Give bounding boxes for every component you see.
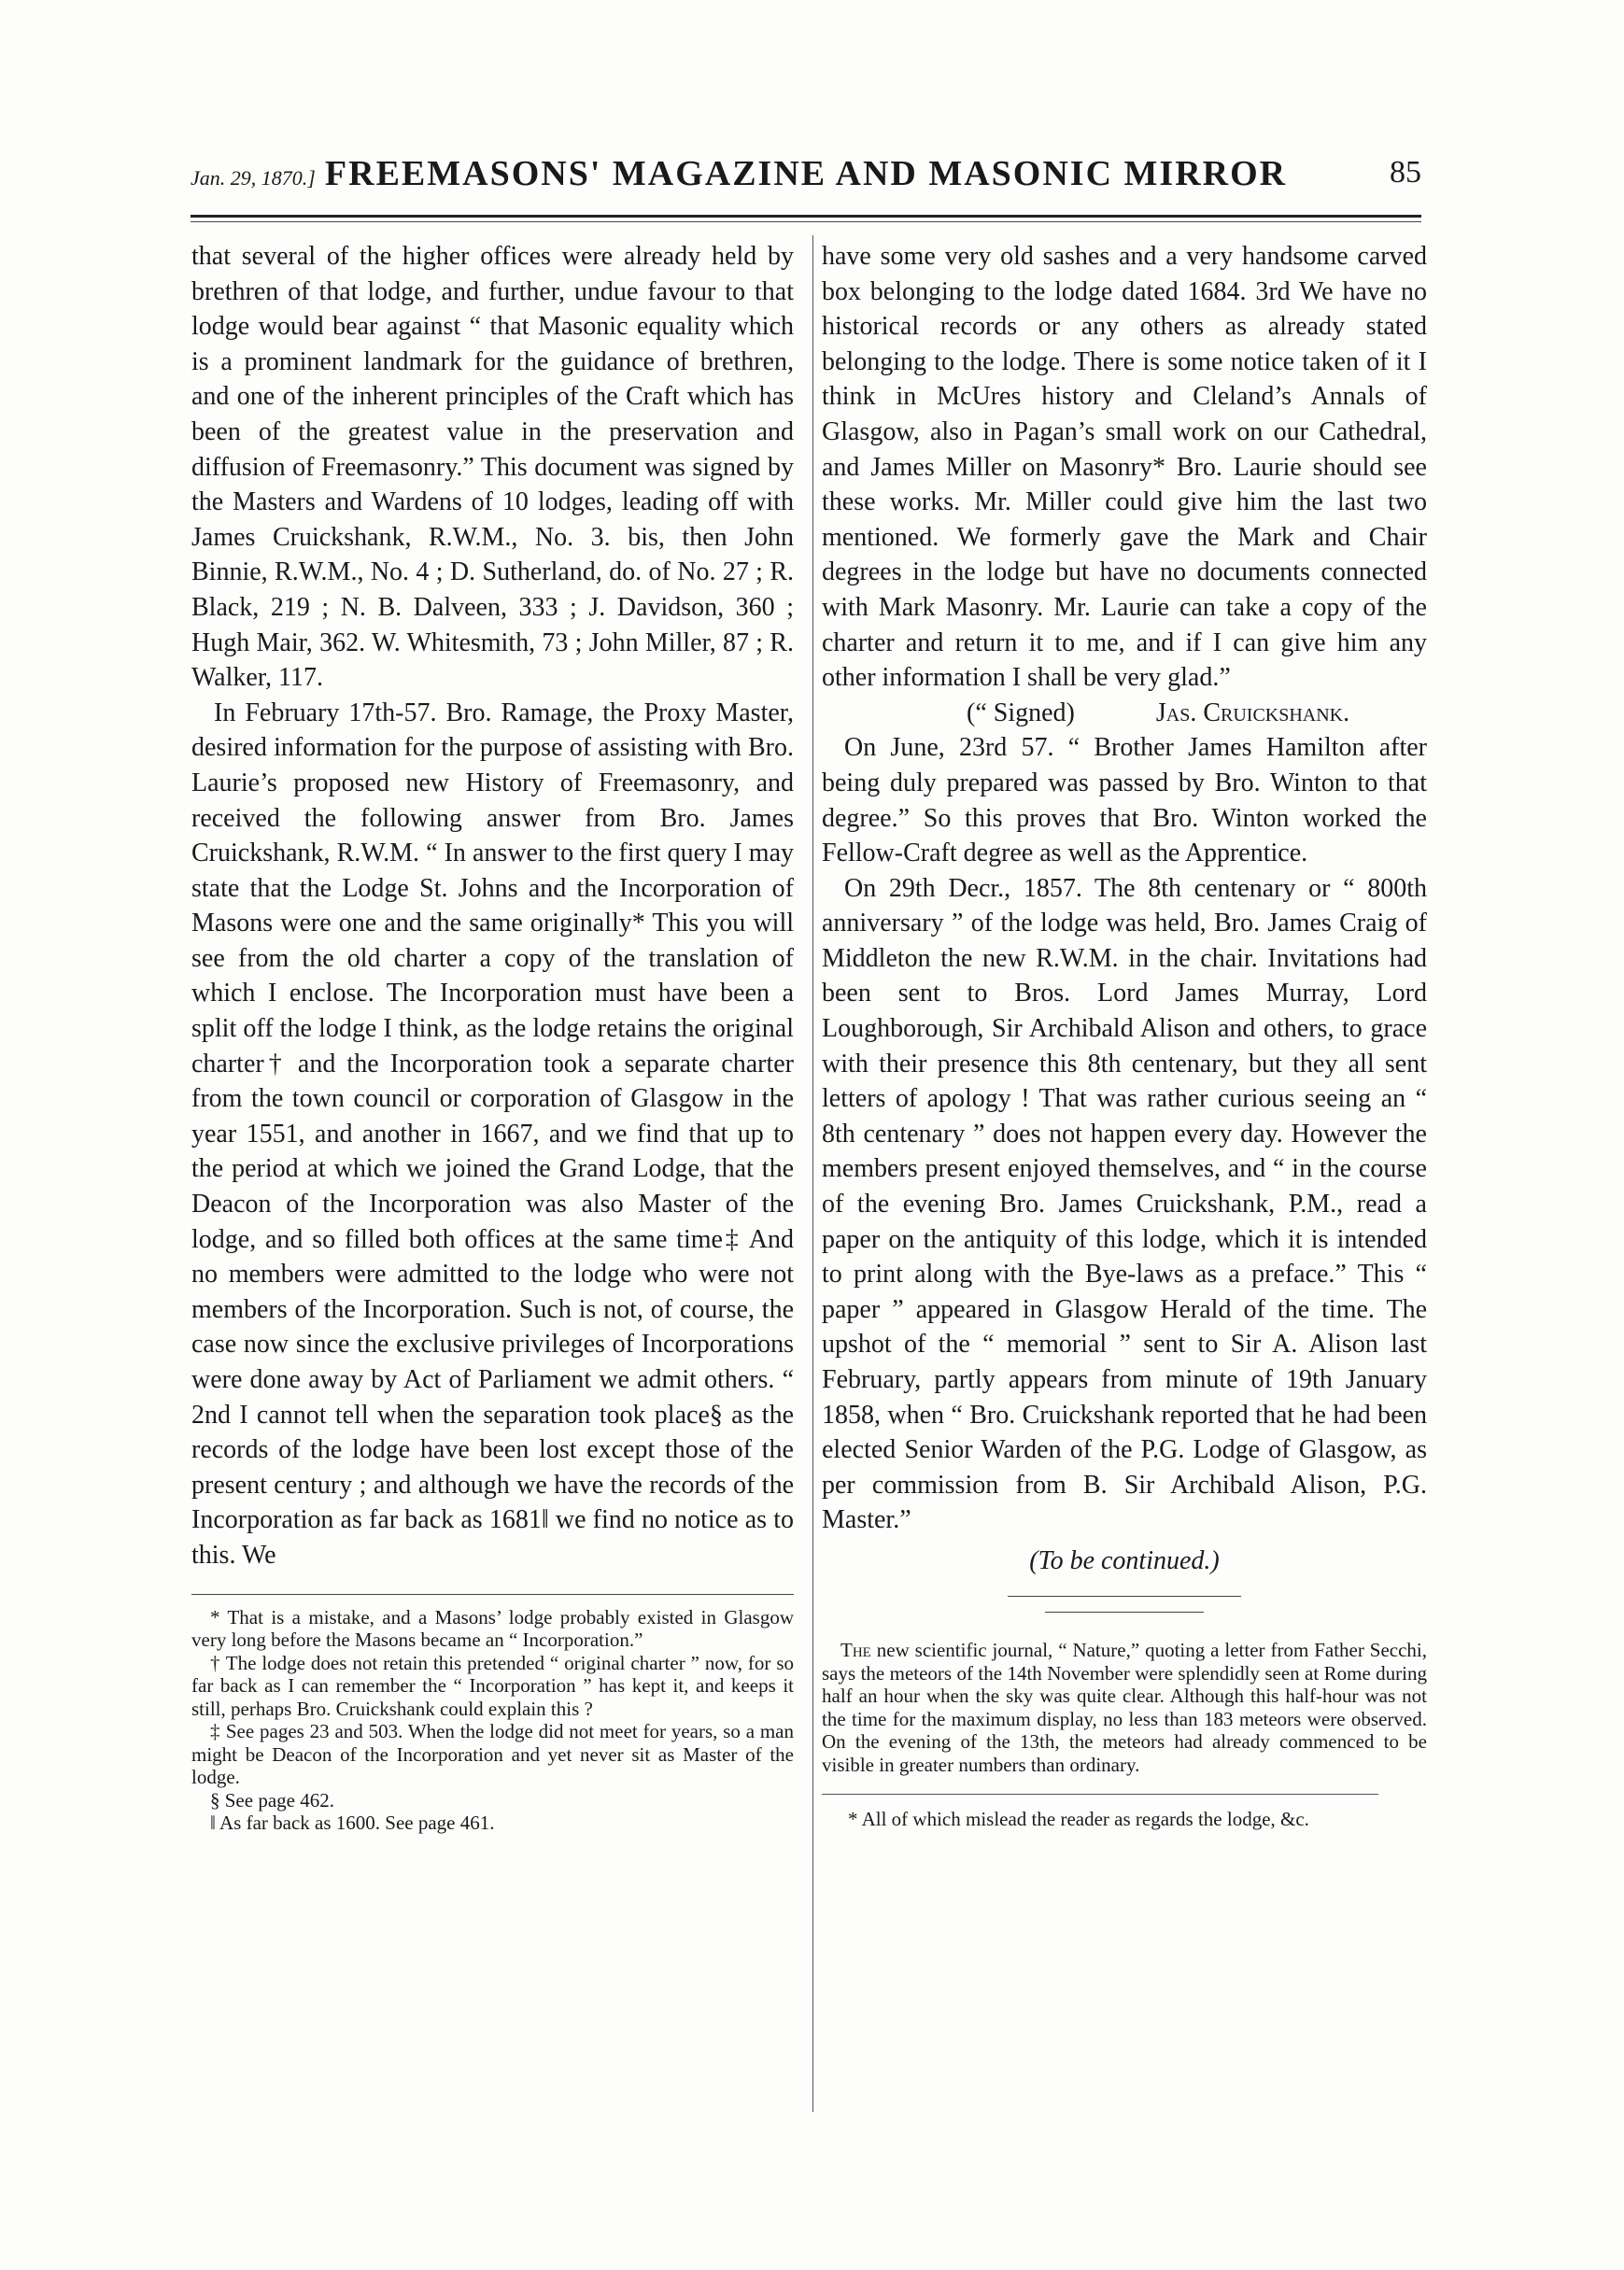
body-paragraph: have some very old sashes and a very handsome carved box belonging to the lodge dated 1684. 3rd We have no historical records or any others as already stated belonging to the lodge. There is some notice taken of it I think in McUres history and Cleland’s Annals of Glasgow, also in Pagan’s small work on our Cathedral, and James Miller on Masonry* Bro. Laurie should see these works. Mr. Miller could give him the last two mentioned. We formerly gave the Mark and Chair degrees in the lodge but have no documents connected with Mark Masonry. Mr. Laurie can take a copy of the charter and return it to me, and if I can give him any other information I shall be very glad.” [822, 242, 1427, 693]
header-rule [191, 215, 1421, 218]
footnote: * That is a mistake, and a Masons’ lodge probably existed in Glasgow very long before the Masons became an “ Incorporation.” [191, 1605, 794, 1652]
magazine-title: FREEMASONS' MAGAZINE AND MASONIC MIRROR [324, 154, 1288, 193]
footnote: ‡ See pages 23 and 503. When the lodge did not meet for years, so a man might be Deacon of the Incorporation and yet never sit as Master of the lodge. [191, 1720, 794, 1789]
footnote: † The lodge does not retain this pretended “ original charter ” now, for so far back as I can remember the “ Incorporation ” has kept it, and keeps it still, perhaps Bro. Cruickshank could explain this ? [191, 1651, 794, 1720]
body-paragraph: In February 17th-57. Bro. Ramage, the Proxy Master, desired information for the purpose of assisting with Bro. Laurie’s proposed new History of Freemasonry, and received the following answer from Bro. James Cruickshank, R.W.M. “ In answer to the first query I may state that the Lodge St. Johns and the Incorporation of Masons were one and the same originally* This you will see from the old charter a copy of the translation of which I enclose. The Incorporation must have been a split off the lodge I think, as the lodge retains the original charter† and the Incorporation took a separate charter from the town council or corporation of Glasgow in the year 1551, and another in 1667, and we find that up to the period at which we joined the Grand Lodge, that the Deacon of the Incorporation was also Master of the lodge, and so filled both offices at the same time‡ And no members were admitted to the lodge who were not members of the Incorporation. Such is not, of course, the case now since the exclusive privileges of Incorporations were done away by Act of Parliament we admit others. “ 2nd I cannot tell when the separation took place§ as the records of the lodge have been lost except those of the present century ; and although we have the records of the Incorporation as far back as 1681‖ we find no notice as to this. We [191, 698, 794, 1570]
body-paragraph: that several of the higher offices were already held by brethren of that lodge, and further, undue favour to that lodge would bear against “ that Masonic equality which is a prominent landmark for the guidance of brethren, and one of the inherent principles of the Craft which has been of the greatest value in the preservation and diffusion of Freemasonry.” This document was signed by the Masters and Wardens of 10 lodges, leading off with James Cruickshank, R.W.M., No. 3. bis, then John Binnie, R.W.M., No. 4 ; D. Sutherland, do. of No. 27 ; R. Black, 219 ; N. B. Dalveen, 333 ; J. Davidson, 360 ; Hugh Mair, 362. W. Whitesmith, 73 ; John Miller, 87 ; R. Walker, 117. [191, 242, 794, 693]
page-number: 85 [1390, 155, 1421, 190]
page-header [191, 149, 1421, 205]
section-rule [1045, 1612, 1204, 1613]
body-paragraph: On June, 23rd 57. “ Brother James Hamilton after being duly prepared was passed by Bro. Winton to that degree.” So this proves that Bro. Winton worked the Fellow-Craft degree as well as the Apprentice. [822, 733, 1427, 868]
footnote: * All of which mislead the reader as regards the lodge, &c. [848, 1807, 1309, 1830]
right-column [822, 239, 1427, 1831]
body-paragraph: On 29th Decr., 1857. The 8th centenary or “ 800th anniversary ” of the lodge was held, Bro. James Craig of Middleton the new R.W.M. in the chair. Invitations had been sent to Bros. Lord James Murray, Lord Loughborough, Sir Archibald Alison and others, to grace with their presence this 8th centenary, but they all sent letters of apology ! That was rather curious seeing an “ 8th centenary ” does not happen every day. However the members present enjoyed themselves, and “ in the course of the evening Bro. James Cruickshank, P.M., read a paper on the antiquity of this lodge, which it is intended to print along with the Bye-laws as a preface.” This “ paper ” appeared in Glasgow Herald of the time. The upshot of the “ memorial ” sent to Sir A. Alison last February, partly appears from minute of 19th January 1858, when “ Bro. Cruickshank reported that he had been elected Senior Warden of the P.G. Lodge of Glasgow, as per commission from B. Sir Archibald Alison, P.G. Master.” [822, 873, 1427, 1535]
footnote: § See page 462. [210, 1788, 334, 1812]
column-divider [812, 235, 813, 2112]
issue-date: Jan. 29, 1870.] [191, 166, 316, 190]
to-be-continued: (To be continued.) [1029, 1545, 1220, 1575]
note-rule [822, 1794, 1378, 1795]
signature-name: Jas. Cruickshank. [1155, 698, 1350, 727]
left-column [191, 239, 794, 1835]
header-rule-thin [191, 221, 1421, 222]
news-note [822, 1639, 1427, 1777]
section-rule [1008, 1596, 1241, 1597]
news-note-lead: The [840, 1638, 871, 1661]
news-note-text: new scientific journal, “ Nature,” quoting a letter from Father Secchi, says the meteors of the 14th November were splendidly seen at Rome during half an hour when the sky was quite clear. Although this half-hour was not the time for the maximum display, no less than 183 meteors were observed. On the evening of the 13th, the meteors had already commenced to be visible in greater numbers than ordinary. [822, 1638, 1427, 1776]
footnote: ‖ As far back as 1600. See page 461. [210, 1812, 495, 1835]
signature-line [822, 696, 1427, 731]
signature-label: (“ Signed) [967, 698, 1075, 727]
footnotes [191, 1594, 794, 1835]
